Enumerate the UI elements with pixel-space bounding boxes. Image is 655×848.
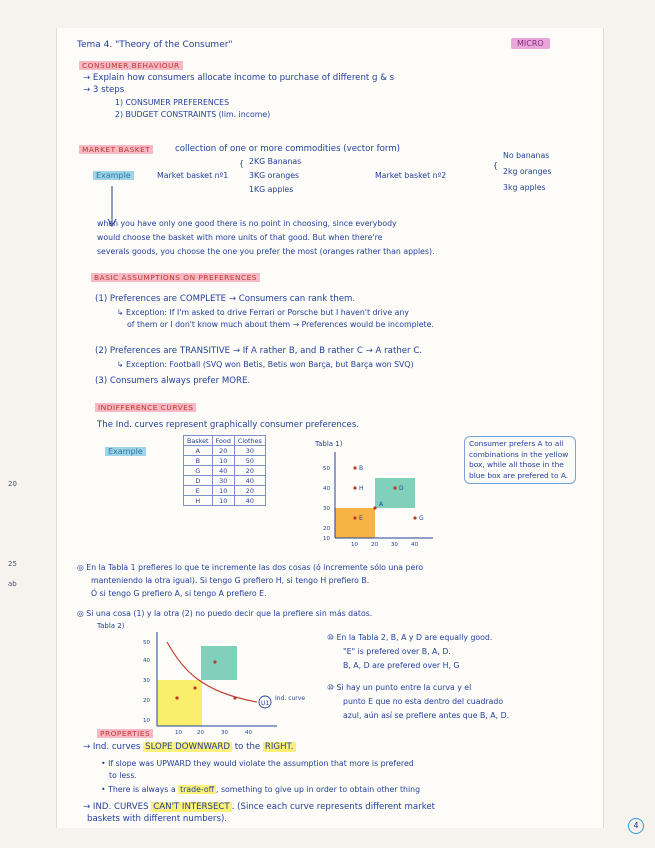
- chart2-curve-label: Ind. curve: [275, 695, 306, 702]
- assumption-2-sub-1: ↳ Exception: Football (SVQ won Betis, Betis won Barça, but Barça won SVQ): [117, 360, 414, 369]
- page-number: 4: [628, 818, 644, 834]
- page-title: Tema 4. "Theory of the Consumer": [77, 40, 233, 50]
- spanish-note-1-line-2: manteniendo la otra igual). Si tengo G prefiero H, si tengo H prefiero B.: [91, 576, 370, 585]
- chart1-xtick: 10: [351, 542, 358, 548]
- margin-note: 20: [8, 480, 17, 488]
- indifference-intro: The Ind. curves represent graphically consumer preferences.: [97, 420, 360, 430]
- chart2-ytick: 30: [143, 678, 150, 684]
- table-row: D 30 40: [184, 476, 266, 486]
- chart1-point-label: D: [399, 485, 404, 492]
- margin-note: ab: [8, 580, 17, 588]
- example-label-1: Example: [93, 170, 134, 182]
- chart2-xtick: 10: [175, 730, 182, 736]
- chart2-xtick: 40: [245, 730, 252, 736]
- assumption-2: (2) Preferences are TRANSITIVE → If A rather B, and B rather C → A rather C.: [95, 346, 423, 356]
- chart2-xtick: 20: [197, 730, 204, 736]
- table-row: B 10 50: [184, 456, 266, 466]
- chart1-point-label: B: [359, 465, 364, 472]
- basket2-label: Market basket nº2: [375, 171, 447, 180]
- spanish-note-1-line-1: ◎ En la Tabla 1 prefieres lo que te incremente las dos cosas (ó incremente sólo una pero: [77, 563, 424, 572]
- chart2-blue-box: [201, 646, 237, 680]
- table-row: A 20 30: [184, 446, 266, 456]
- chart1-ytick: 10: [323, 536, 330, 542]
- chart2-ytick: 40: [143, 658, 150, 664]
- example-label-2: Example: [105, 446, 146, 458]
- chart1-xtick: 40: [411, 542, 418, 548]
- spanish-note-2: ◎ Si una cosa (1) y la otra (2) no puedo decir que la prefiere sin más datos.: [77, 609, 373, 618]
- notebook-page: [56, 28, 639, 830]
- cb-line-4: 2) BUDGET CONSTRAINTS (lim. income): [115, 110, 271, 119]
- cb-line-2: → 3 steps: [83, 85, 125, 95]
- chart1-point-label: A: [379, 501, 384, 508]
- property-1: → Ind. curves SLOPE DOWNWARD to the RIGHT.: [83, 742, 294, 752]
- cb-line-3: 1) CONSUMER PREFERENCES: [115, 98, 230, 107]
- assumption-1: (1) Preferences are COMPLETE → Consumers can rank them.: [95, 294, 356, 304]
- indifference-chart-1: [313, 438, 443, 550]
- assumption-1-sub-2: of them or I don't know much about them → Preferences would be incomplete.: [127, 320, 434, 329]
- chart1-label: Tabla 1): [315, 440, 343, 448]
- property-3: • There is always a trade-off , something to give up in order to obtain other thing: [101, 785, 421, 794]
- assumptions-heading: BASIC ASSUMPTIONS ON PREFERENCES: [91, 272, 260, 284]
- chart1-point-label: E: [359, 515, 363, 522]
- table-row: G 40 20: [184, 466, 266, 476]
- chart2-note-b-2: punto E que no esta dentro del cuadrado: [343, 697, 504, 706]
- table-header-row: Basket Food Clothes: [184, 436, 266, 446]
- chart2-label: Tabla 2): [97, 622, 125, 630]
- chart1-yellow-box: [335, 508, 375, 538]
- chart1-xtick: 20: [371, 542, 378, 548]
- spanish-note-1-line-3: Ó si tengo G prefiero A, si tengo A prefiero E.: [91, 589, 267, 598]
- mb-explanation-3: severals goods, you choose the one you prefer the most (oranges rather than apples).: [97, 247, 435, 256]
- chart1-ytick: 30: [323, 506, 330, 512]
- properties-heading: PROPERTIES: [97, 728, 153, 740]
- subject-badge: MICRO: [511, 38, 550, 49]
- margin-note: 25: [8, 560, 17, 568]
- chart1-ytick: 40: [323, 486, 330, 492]
- basket2-item-1: No bananas: [503, 151, 550, 160]
- market-basket-definition: collection of one or more commodities (vector form): [175, 144, 401, 154]
- basket1-item-3: 1KG apples: [249, 185, 294, 194]
- chart2-ytick: 50: [143, 640, 150, 646]
- property-2: • If slope was UPWARD they would violate the assumption that more is prefered: [101, 759, 414, 768]
- chart1-note: Consumer prefers A to all combinations in the yellow box, while all those in the blue box are prefered to A.: [464, 436, 576, 484]
- chart2-note-a-1: ⑩ En la Tabla 2, B, A y D are equally good.: [327, 633, 493, 642]
- chart1-point-label: H: [359, 485, 364, 492]
- table-row: H 10 40: [184, 496, 266, 506]
- cb-line-1: → Explain how consumers allocate income to purchase of different g & s: [83, 73, 395, 83]
- basket2-item-3: 3kg apples: [503, 183, 546, 192]
- property-2b: to less.: [109, 771, 137, 780]
- chart2-note-a-3: B, A, D are prefered over H, G: [343, 661, 460, 670]
- basket1-item-1: 2KG Bananas: [249, 157, 302, 166]
- chart1-point-label: G: [419, 515, 424, 522]
- chart2-ytick: 10: [143, 718, 150, 724]
- chart2-curve-id: U1: [261, 700, 270, 707]
- basket2-item-2: 2kg oranges: [503, 167, 552, 176]
- assumption-1-sub-1: ↳ Exception: If I'm asked to drive Ferrari or Porsche but I haven't drive any: [117, 308, 410, 317]
- indifference-chart-2: [97, 620, 307, 738]
- chart2-note-b-1: ⑩ Si hay un punto entre la curva y el: [327, 683, 472, 692]
- table-row: E 10 20: [184, 486, 266, 496]
- chart2-note-a-2: "E" is prefered over B, A, D.: [343, 647, 451, 656]
- basket1-brace: {: [239, 159, 244, 168]
- chart1-ytick: 50: [323, 466, 330, 472]
- assumption-3: (3) Consumers always prefer MORE.: [95, 376, 251, 386]
- property-4: → IND. CURVES CAN'T INTERSECT . (Since each curve represents different market: [83, 802, 436, 812]
- indifference-heading: INDIFFERENCE CURVES: [95, 402, 196, 414]
- basket2-brace: {: [493, 161, 498, 170]
- chart2-xtick: 30: [221, 730, 228, 736]
- chart2-note-b-3: azul, aún así se prefiere antes que B, A, D.: [343, 711, 510, 720]
- chart1-xtick: 30: [391, 542, 398, 548]
- preference-table: [183, 435, 266, 506]
- property-4b: baskets with different numbers).: [87, 814, 228, 824]
- basket1-label: Market basket nº1: [157, 171, 229, 180]
- consumer-behaviour-heading: CONSUMER BEHAVIOUR: [79, 60, 183, 72]
- chart1-ytick: 20: [323, 526, 330, 532]
- market-basket-heading: MARKET BASKET: [79, 144, 153, 156]
- chart2-ytick: 20: [143, 698, 150, 704]
- basket1-item-2: 3KG oranges: [249, 171, 300, 180]
- mb-explanation-2: would choose the basket with more units of that good. But when there're: [97, 233, 383, 242]
- mb-explanation-1: when you have only one good there is no point in choosing, since everybody: [97, 219, 397, 228]
